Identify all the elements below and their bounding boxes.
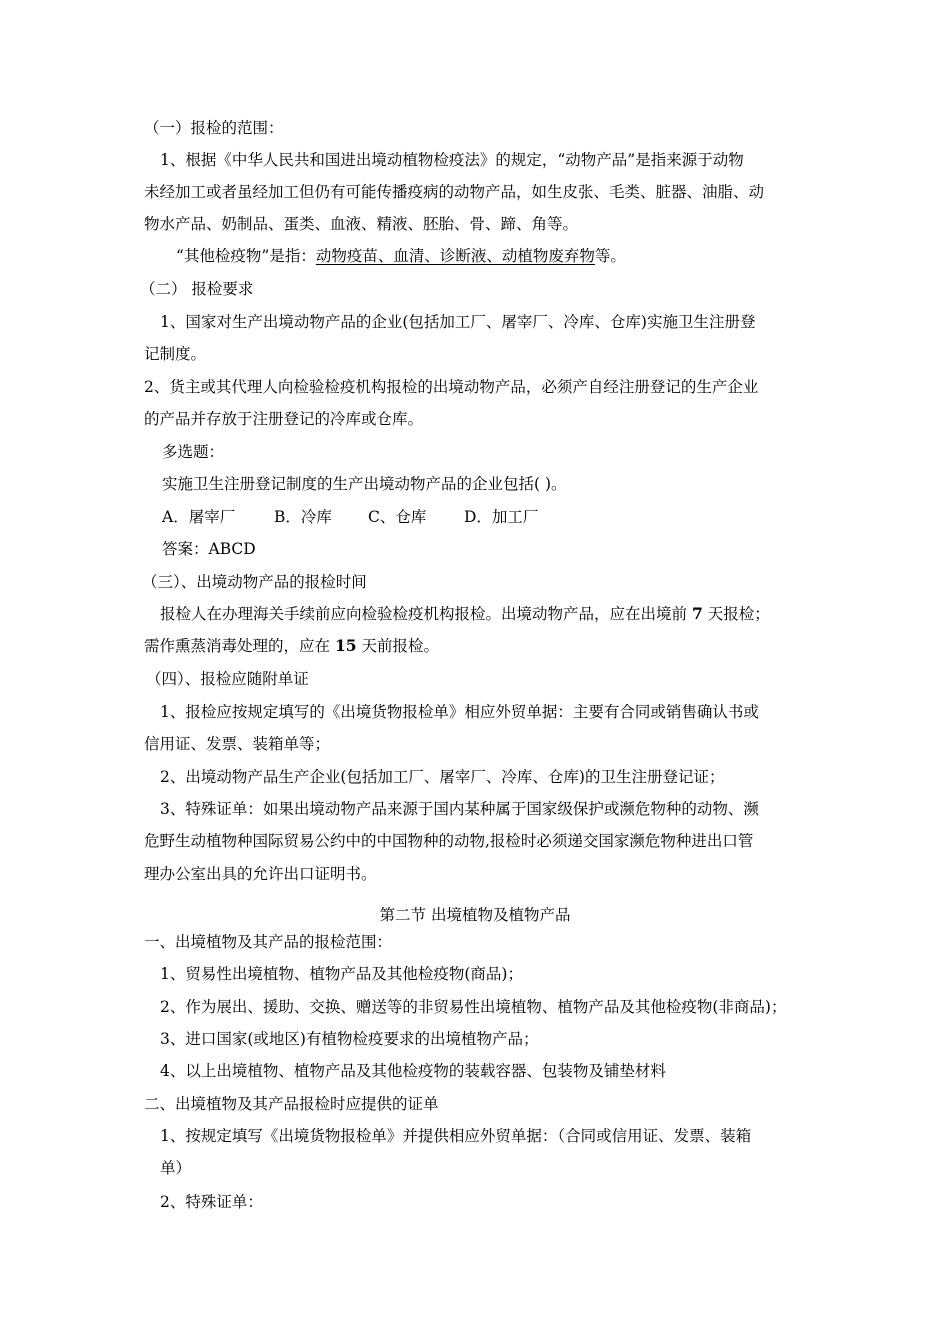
paragraph-line: 2、货主或其代理人向检验检疫机构报检的出境动物产品，必须产自经注册登记的生产企业 xyxy=(144,378,759,396)
paragraph-line: 1、报检应按规定填写的《出境货物报检单》相应外贸单据：主要有合同或销售确认书或 xyxy=(160,703,759,721)
text-prefix: “其他检疫物”是指： xyxy=(176,247,316,265)
paragraph-time-line2 xyxy=(144,636,439,656)
paragraph-line: 未经加工或者虽经加工但仍有可能传播疫病的动物产品，如生皮张、毛类、脏器、油脂、动 xyxy=(144,183,765,201)
paragraph-line: 的产品并存放于注册登记的冷库或仓库。 xyxy=(144,410,424,428)
section-heading-requirements: （二） 报检要求 xyxy=(140,280,254,298)
list-item: 4、以上出境植物、植物产品及其他检疫物的装载容器、包装物及铺垫材料 xyxy=(160,1062,666,1080)
list-item: 3、进口国家(或地区)有植物检疫要求的出境植物产品； xyxy=(160,1030,539,1048)
quiz-option-b: B．冷库 xyxy=(274,508,332,526)
text-segment: 天报检； xyxy=(707,605,770,623)
paragraph-line: 2、出境动物产品生产企业(包括加工厂、屠宰厂、冷库、仓库)的卫生注册登记证； xyxy=(160,768,725,786)
quiz-question: 实施卫生注册登记制度的生产出境动物产品的企业包括( )。 xyxy=(162,475,567,493)
paragraph-line: 信用证、发票、装箱单等； xyxy=(144,735,331,753)
section-heading-plant-documents: 二、出境植物及其产品报检时应提供的证单 xyxy=(144,1095,439,1113)
quiz-label: 多选题： xyxy=(162,443,225,461)
underlined-text: 动物疫苗、血清、诊断液、动植物废弃物 xyxy=(315,247,595,265)
quiz-answer: 答案：ABCD xyxy=(162,540,256,558)
list-item: 2、作为展出、援助、交换、赠送等的非贸易性出境植物、植物产品及其他检疫物(非商品)； xyxy=(160,998,787,1016)
list-item: 单） xyxy=(160,1159,192,1177)
paragraph-time-line1 xyxy=(160,604,770,624)
section-title: 第二节 出境植物及植物产品 xyxy=(379,906,571,924)
quiz-option-d: D．加工厂 xyxy=(464,508,539,526)
list-item: 2、特殊证单： xyxy=(160,1193,263,1211)
list-item: 1、贸易性出境植物、植物产品及其他检疫物(商品)； xyxy=(160,965,523,983)
section-heading-plant-scope: 一、出境植物及其产品的报检范围： xyxy=(144,933,393,951)
text-segment: 报检人在办理海关手续前应向检验检疫机构报检。出境动物产品，应在出境前 xyxy=(160,605,688,623)
bold-number: 7 xyxy=(691,604,703,623)
quiz-option-c: C、仓库 xyxy=(368,508,427,526)
section-heading-documents: （四）、报检应随附单证 xyxy=(146,670,309,688)
paragraph-line: 物水产品、奶制品、蛋类、血液、精液、胚胎、骨、蹄、角等。 xyxy=(144,215,579,233)
text-segment: 天前报检。 xyxy=(361,637,439,655)
paragraph-line: 危野生动植物种国际贸易公约中的中国物种的动物,报检时必须递交国家濒危物种进出口管 xyxy=(144,832,754,850)
paragraph-other-quarantine xyxy=(176,246,626,266)
paragraph-line: 记制度。 xyxy=(144,345,207,363)
text-suffix: 等。 xyxy=(594,247,626,265)
bold-number: 15 xyxy=(334,636,357,655)
section-heading-time: （三）、出境动物产品的报检时间 xyxy=(142,573,367,591)
list-item: 1、按规定填写《出境货物报检单》并提供相应外贸单据：（合同或信用证、发票、装箱 xyxy=(160,1127,752,1145)
text-segment: 需作熏蒸消毒处理的，应在 xyxy=(144,637,331,655)
paragraph-line: 1、根据《中华人民共和国进出境动植物检疫法》的规定，“动物产品”是指来源于动物 xyxy=(160,151,744,169)
paragraph-line: 1、国家对生产出境动物产品的企业(包括加工厂、屠宰厂、冷库、仓库)实施卫生注册登 xyxy=(160,313,756,331)
paragraph-line: 理办公室出具的允许出口证明书。 xyxy=(144,865,377,883)
quiz-option-a: A．屠宰厂 xyxy=(162,508,236,526)
section-heading-scope: （一）报检的范围： xyxy=(144,119,284,137)
paragraph-line: 3、特殊证单：如果出境动物产品来源于国内某种属于国家级保护或濒危物种的动物、濒 xyxy=(160,800,759,818)
